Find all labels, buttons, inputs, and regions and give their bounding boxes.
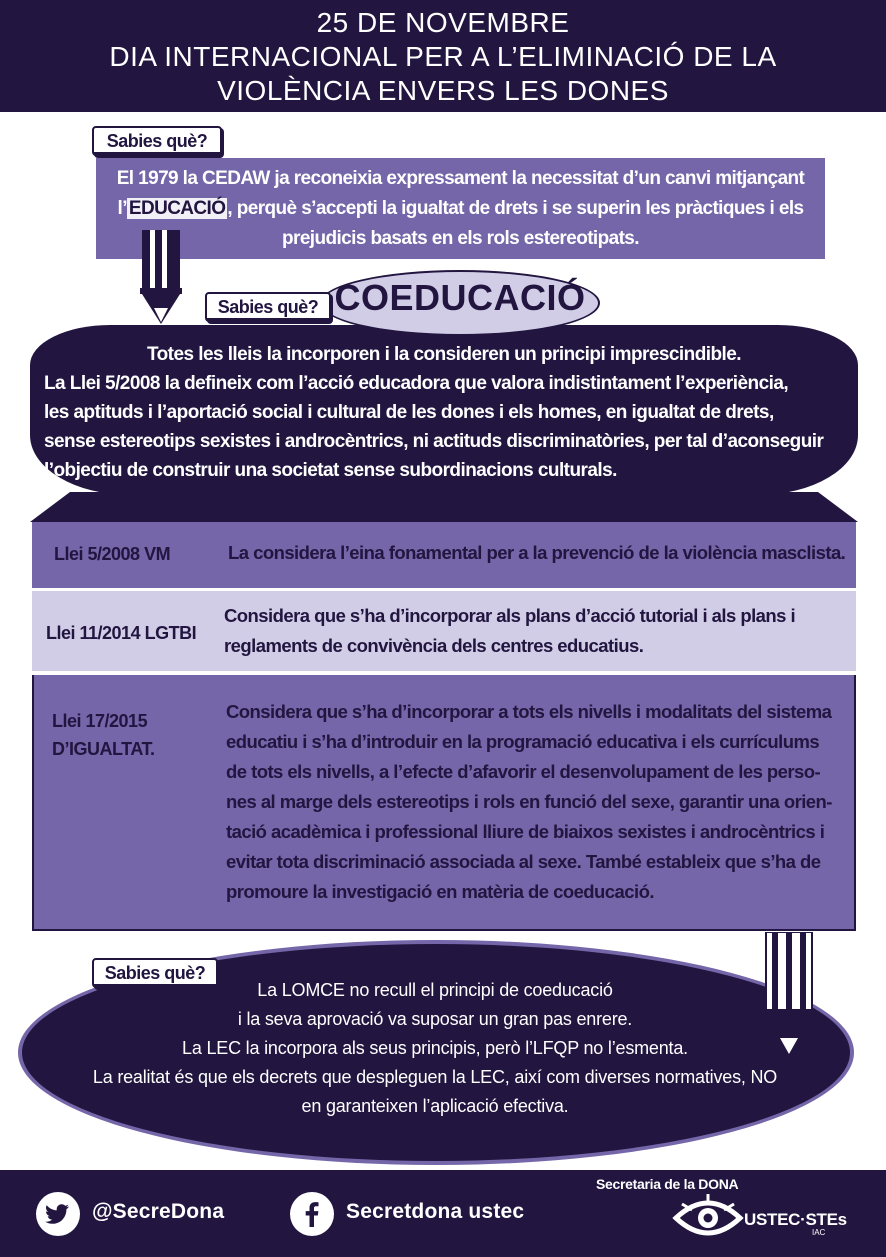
twitter-icon[interactable] (36, 1192, 80, 1236)
law-description-line: tació acadèmica i professional lliure de biaixos sexistes i androcèntrics i (226, 821, 825, 842)
sabies-que-badge-2: Sabies què? (205, 292, 331, 322)
law-row-17-2015 (32, 675, 856, 931)
coeducacio-text (44, 340, 844, 485)
cedaw-line1: El 1979 la CEDAW ja reconeixia expressament la necessitat d’un canvi mitjançant (116, 168, 805, 189)
coeducacio-line5: l’objectiu de construir una societat sense subordinacions culturals. (44, 460, 617, 481)
law-description-line: educatiu i s’ha d’introduir en la programació educativa i els currículums (226, 731, 820, 752)
eye-logo-icon (672, 1192, 744, 1244)
law-description-line: de tots els nivells, a l’efecte d’afavorir el desenvolupament de les perso- (226, 761, 821, 782)
coeducacio-line3: les aptituds i l’aportació social i cultural de les dones i els homes, en igualtat de drets, (44, 402, 774, 423)
law-description-line: Considera que s’ha d’incorporar a tots els nivells i modalitats del sistema (226, 701, 832, 722)
header-banner (0, 0, 886, 112)
lomce-line1: La LOMCE no recull el principi de coeducació (257, 980, 613, 1000)
coeducacio-line2: La Llei 5/2008 la defineix com l’acció educadora que valora indistintament l’experiència, (44, 373, 789, 394)
educacio-highlight: EDUCACIÓ (128, 198, 226, 219)
cedaw-line2 (104, 194, 817, 224)
lomce-line5: en garanteixen l’aplicació efectiva. (301, 1096, 569, 1116)
cedaw-line2-suffix: , perquè s’accepti la igualtat de drets i se superin les pràctiques i els (227, 198, 804, 219)
law-name: Llei 11/2014 LGTBI (46, 623, 197, 643)
org-name: USTEC·STEs (744, 1210, 847, 1229)
law-description-line: Considera que s’ha d’incorporar als plans d’acció tutorial i als plans i (224, 605, 796, 626)
cedaw-line3: prejudicis basats en els rols estereotipats. (282, 228, 639, 249)
law-name: Llei 5/2008 VM (54, 544, 171, 564)
law-description-line: promoure la investigació en matèria de coeducació. (226, 881, 654, 902)
sabies-que-badge-1: Sabies què? (92, 126, 222, 156)
header-title-line1: DIA INTERNACIONAL PER A L’ELIMINACIÓ DE LA (109, 41, 777, 72)
facebook-icon[interactable] (290, 1192, 334, 1236)
lomce-line4: La realitat és que els decrets que despleguen la LEC, així com diverses normatives, NO (92, 1067, 778, 1087)
lomce-text (40, 976, 830, 1121)
coeducacio-title: COEDUCACIÓ (334, 277, 586, 318)
lomce-line2: i la seva aprovació va suposar un gran pas enrere. (237, 1009, 633, 1029)
pencil-icon-left (140, 230, 182, 326)
law-name-line1: Llei 17/2015 (52, 711, 148, 731)
law-row-5-2008 (32, 522, 856, 588)
org-sub: IAC (812, 1228, 826, 1237)
lomce-line3: La LEC la incorpora als seus principis, però l’LFQP no l’esmenta. (182, 1038, 688, 1058)
law-name-line2: D’IGUALTAT. (52, 739, 155, 759)
header-title-line2: VIOLÈNCIA ENVERS LES DONES (217, 75, 669, 106)
coeducacio-line4: sense estereotips sexistes i androcèntrics, ni actituds discriminatòries, per tal d’aconseguir (44, 431, 824, 452)
table-top-trapezoid (30, 492, 858, 522)
twitter-handle[interactable]: @SecreDona (92, 1200, 225, 1223)
secretaria-label: Secretaria de la DONA (596, 1176, 739, 1192)
law-description-line: La considera l’eina fonamental per a la prevenció de la violència masclista. (228, 542, 846, 563)
law-description-line: reglaments de convivència dels centres educatius. (224, 635, 644, 656)
law-description-line: evitar tota discriminació associada al sexe. També estableix que s’ha de (226, 851, 821, 872)
footer-bar (0, 1170, 886, 1257)
law-row-11-2014 (32, 591, 856, 671)
header-date: 25 DE NOVEMBRE (316, 7, 570, 38)
coeducacio-line1: Totes les lleis la incorporen i la consideren un principi imprescindible. (146, 344, 742, 365)
facebook-handle[interactable]: Secretdona ustec (346, 1200, 525, 1223)
cedaw-line2-prefix: l’ (117, 198, 127, 219)
sabies-que-badge-3: Sabies què? (92, 958, 218, 988)
law-description-line: nes al marge dels estereotips i rols en funció del sexe, garantir una orien- (226, 791, 832, 812)
cedaw-info-box (96, 158, 825, 259)
